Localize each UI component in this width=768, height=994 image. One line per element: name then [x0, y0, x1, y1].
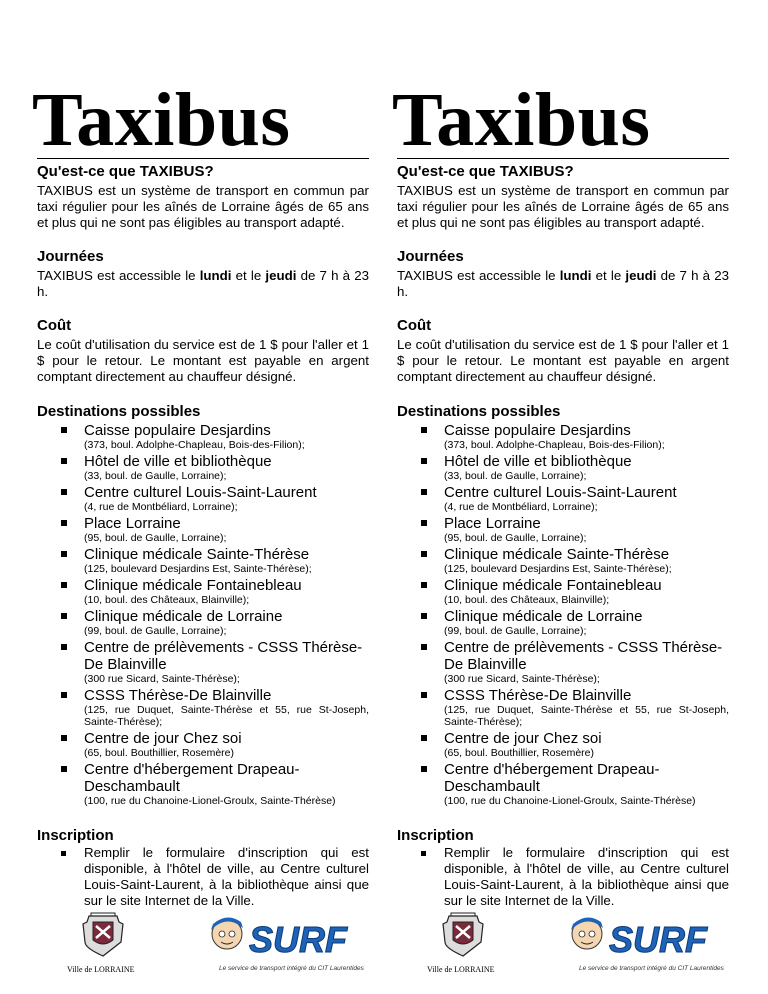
destination-item: [37, 484, 369, 513]
section-cost: [37, 317, 369, 385]
destination-name: Clinique médicale Fontainebleau: [444, 577, 662, 594]
section-heading: Qu'est-ce que TAXIBUS?: [397, 163, 574, 180]
destination-name: Clinique médicale Fontainebleau: [84, 577, 302, 594]
destination-name: Clinique médicale de Lorraine: [84, 608, 283, 625]
section-registration: [397, 827, 729, 909]
destination-name: Hôtel de ville et bibliothèque: [84, 453, 272, 470]
section-destinations: [397, 403, 729, 807]
day-thursday: jeudi: [625, 268, 657, 283]
destination-name: Place Lorraine: [84, 515, 181, 532]
surf-logo: [197, 912, 372, 962]
bullet-icon: [421, 613, 427, 619]
bullet-icon: [421, 644, 427, 650]
destination-name: Centre de prélèvements - CSSS Thérèse-De Blainville: [444, 639, 723, 673]
logos-left: [37, 912, 369, 982]
surf-logo: [557, 912, 732, 962]
bullet-icon: [61, 766, 67, 772]
destination-address: (300 rue Sicard, Sainte-Thérèse);: [84, 673, 240, 685]
destination-item: [397, 422, 729, 451]
destination-address: (100, rue du Chanoine-Lionel-Groulx, Sainte-Thérèse): [444, 795, 696, 807]
destination-name: CSSS Thérèse-De Blainville: [84, 687, 272, 704]
destination-item: [397, 639, 729, 685]
destination-address: (10, boul. des Châteaux, Blainville);: [444, 594, 610, 606]
destination-item: [397, 730, 729, 759]
logos-right: [397, 912, 729, 982]
city-crest-logo: [437, 912, 489, 958]
section-heading: Inscription: [397, 827, 474, 844]
bullet-icon: [61, 458, 67, 464]
destination-item: [37, 639, 369, 685]
destination-item: [397, 546, 729, 575]
destination-address: (300 rue Sicard, Sainte-Thérèse);: [444, 673, 600, 685]
bullet-icon: [421, 520, 427, 526]
destination-address: (95, boul. de Gaulle, Lorraine);: [84, 532, 227, 544]
destination-address: (125, rue Duquet, Sainte-Thérèse et 55, rue St-Joseph, Sainte-Thérèse);: [84, 704, 369, 728]
bullet-icon: [421, 766, 427, 772]
surf-wordmark: SURF: [249, 919, 347, 960]
destination-address: (125, boulevard Desjardins Est, Sainte-Thérèse);: [84, 563, 312, 575]
destination-address: (125, rue Duquet, Sainte-Thérèse et 55, rue St-Joseph, Sainte-Thérèse);: [444, 704, 729, 728]
destination-item: [37, 422, 369, 451]
destination-address: (65, boul. Bouthillier, Rosemère): [444, 747, 594, 759]
bullet-icon: [61, 551, 67, 557]
section-heading: Qu'est-ce que TAXIBUS?: [37, 163, 214, 180]
section-text: TAXIBUS est un système de transport en commun par taxi régulier pour les aînés de Lorraine âgés de 65 ans et plus qui ne sont pas éligibles au transport adapté.: [397, 183, 729, 230]
bullet-icon: [61, 644, 67, 650]
destination-item: [397, 761, 729, 807]
flyer-right: [392, 78, 729, 909]
destination-name: Centre culturel Louis-Saint-Laurent: [444, 484, 677, 501]
destination-name: Clinique médicale de Lorraine: [444, 608, 643, 625]
flyer-left: [32, 78, 369, 909]
destination-list: [37, 422, 369, 807]
destination-address: (99, boul. de Gaulle, Lorraine);: [444, 625, 587, 637]
bullet-icon: [61, 489, 67, 495]
day-monday: lundi: [199, 268, 232, 283]
bullet-icon: [61, 427, 67, 433]
section-heading: Coût: [37, 317, 72, 334]
bullet-icon: [421, 735, 427, 741]
bullet-icon: [61, 520, 67, 526]
section-heading: Coût: [397, 317, 432, 334]
destination-address: (99, boul. de Gaulle, Lorraine);: [84, 625, 227, 637]
section-heading: Journées: [397, 248, 464, 265]
destination-list: [397, 422, 729, 807]
section-text: Remplir le formulaire d'inscription qui est disponible, à l'hôtel de ville, au Centre culturel Louis-Saint-Laurent, à la bibliothèque ainsi que sur le site Internet de la Ville.: [84, 845, 369, 908]
page-title: Taxibus: [392, 78, 651, 162]
destination-address: (65, boul. Bouthillier, Rosemère): [84, 747, 234, 759]
destination-name: Centre de prélèvements - CSSS Thérèse-De Blainville: [84, 639, 363, 673]
destination-address: (4, rue de Montbéliard, Lorraine);: [444, 501, 598, 513]
city-label: Ville de LORRAINE: [67, 965, 135, 974]
destination-item: [37, 546, 369, 575]
destination-address: (10, boul. des Châteaux, Blainville);: [84, 594, 250, 606]
bullet-icon: [421, 582, 427, 588]
section-what: [37, 163, 369, 231]
destination-item: [397, 484, 729, 513]
day-thursday: jeudi: [265, 268, 297, 283]
destination-name: Centre de jour Chez soi: [444, 730, 602, 747]
destination-address: (100, rue du Chanoine-Lionel-Groulx, Sainte-Thérèse): [84, 795, 336, 807]
destination-name: Clinique médicale Sainte-Thérèse: [444, 546, 670, 563]
bullet-icon: [421, 489, 427, 495]
destination-item: [397, 687, 729, 728]
section-cost: [397, 317, 729, 385]
destination-item: [37, 453, 369, 482]
section-heading: Inscription: [37, 827, 114, 844]
destination-item: [37, 608, 369, 637]
destination-item: [397, 453, 729, 482]
page-title: Taxibus: [32, 78, 291, 162]
list-item: [397, 845, 729, 909]
destination-address: (373, boul. Adolphe-Chapleau, Bois-des-Filion);: [444, 439, 665, 451]
bullet-icon: [61, 692, 67, 698]
section-days: [37, 248, 369, 300]
destination-item: [397, 608, 729, 637]
section-registration: [37, 827, 369, 909]
bullet-icon: [421, 692, 427, 698]
destination-item: [37, 577, 369, 606]
bullet-icon: [421, 851, 426, 856]
destination-address: (33, boul. de Gaulle, Lorraine);: [84, 470, 227, 482]
surf-tagline: Le service de transport intégré du CIT Laurentides: [579, 965, 724, 972]
section-text: Le coût d'utilisation du service est de 1 $ pour l'aller et 1 $ pour le retour. Le montant est payable en argent comptant directement au chauffeur désigné.: [397, 337, 729, 384]
section-heading: Journées: [37, 248, 104, 265]
section-text: TAXIBUS est accessible le lundi et le jeudi de 7 h à 23 h.: [397, 268, 729, 299]
destination-name: CSSS Thérèse-De Blainville: [444, 687, 632, 704]
section-days: [397, 248, 729, 300]
destination-address: (373, boul. Adolphe-Chapleau, Bois-des-Filion);: [84, 439, 305, 451]
destination-item: [37, 687, 369, 728]
destination-name: Place Lorraine: [444, 515, 541, 532]
destination-name: Centre d'hébergement Drapeau-Deschambault: [84, 761, 300, 795]
section-text: Le coût d'utilisation du service est de 1 $ pour l'aller et 1 $ pour le retour. Le montant est payable en argent comptant directement au chauffeur désigné.: [37, 337, 369, 384]
section-text: TAXIBUS est un système de transport en commun par taxi régulier pour les aînés de Lorraine âgés de 65 ans et plus qui ne sont pas éligibles au transport adapté.: [37, 183, 369, 230]
destination-item: [397, 515, 729, 544]
surf-wordmark: SURF: [609, 919, 707, 960]
bullet-icon: [61, 735, 67, 741]
destination-address: (125, boulevard Desjardins Est, Sainte-Thérèse);: [444, 563, 672, 575]
bullet-icon: [61, 613, 67, 619]
destination-address: (33, boul. de Gaulle, Lorraine);: [444, 470, 587, 482]
section-text: Remplir le formulaire d'inscription qui est disponible, à l'hôtel de ville, au Centre culturel Louis-Saint-Laurent, à la bibliothèque ainsi que sur le site Internet de la Ville.: [444, 845, 729, 908]
surf-tagline: Le service de transport intégré du CIT Laurentides: [219, 965, 364, 972]
section-heading: Destinations possibles: [37, 403, 201, 420]
city-crest-logo: [77, 912, 129, 958]
destination-item: [397, 577, 729, 606]
destination-name: Hôtel de ville et bibliothèque: [444, 453, 632, 470]
city-label: Ville de LORRAINE: [427, 965, 495, 974]
destination-name: Centre de jour Chez soi: [84, 730, 242, 747]
destination-name: Centre d'hébergement Drapeau-Deschambault: [444, 761, 660, 795]
day-monday: lundi: [559, 268, 592, 283]
bullet-icon: [421, 551, 427, 557]
destination-address: (4, rue de Montbéliard, Lorraine);: [84, 501, 238, 513]
list-item: [37, 845, 369, 909]
destination-name: Caisse populaire Desjardins: [84, 422, 271, 439]
section-heading: Destinations possibles: [397, 403, 561, 420]
bullet-icon: [61, 851, 66, 856]
section-text: TAXIBUS est accessible le lundi et le jeudi de 7 h à 23 h.: [37, 268, 369, 299]
section-destinations: [37, 403, 369, 807]
destination-name: Clinique médicale Sainte-Thérèse: [84, 546, 310, 563]
bullet-icon: [421, 427, 427, 433]
destination-item: [37, 515, 369, 544]
destination-address: (95, boul. de Gaulle, Lorraine);: [444, 532, 587, 544]
destination-item: [37, 730, 369, 759]
bullet-icon: [421, 458, 427, 464]
destination-name: Centre culturel Louis-Saint-Laurent: [84, 484, 317, 501]
destination-name: Caisse populaire Desjardins: [444, 422, 631, 439]
destination-item: [37, 761, 369, 807]
bullet-icon: [61, 582, 67, 588]
section-what: [397, 163, 729, 231]
